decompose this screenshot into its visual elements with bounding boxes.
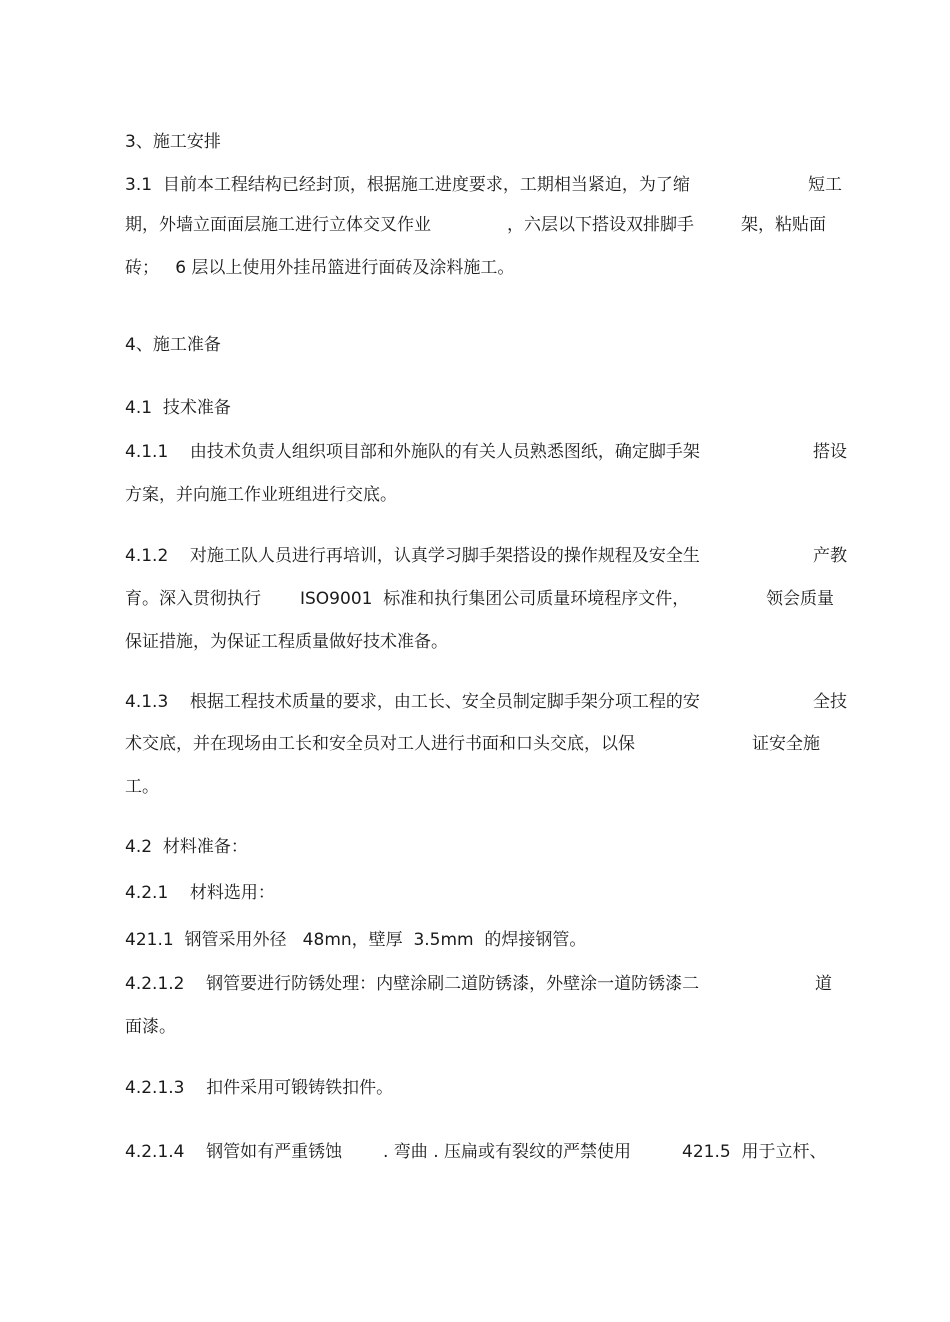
paragraph-4-1-2-line-2-tail: 领会质量	[766, 589, 834, 609]
paragraph-4-1-3-line-1-tail: 全技	[813, 692, 847, 712]
paragraph-4-1-2-line-1-tail: 产教	[813, 546, 847, 566]
paragraph-4-1-2-line-1: 4.1.2 对施工队人员进行再培训，认真学习脚手架搭设的操作规程及安全生	[125, 546, 700, 566]
paragraph-4-1-1-line-1-tail: 搭设	[813, 442, 847, 462]
paragraph-3-1-line-2: 期，外墙立面面层施工进行立体交叉作业	[125, 215, 431, 235]
paragraph-4-1-2-line-2-mid: ISO9001 标准和执行集团公司质量环境程序文件，	[300, 589, 690, 609]
section-4-heading: 4、施工准备	[125, 335, 221, 355]
paragraph-3-1-line-2-tail: 架，粘贴面	[741, 215, 826, 235]
paragraph-4-2-1-1: 421.1 钢管采用外径 48mn，壁厚 3.5mm 的焊接钢管。	[125, 930, 587, 950]
paragraph-4-1-3-line-1: 4.1.3 根据工程技术质量的要求，由工长、安全员制定脚手架分项工程的安	[125, 692, 700, 712]
paragraph-4-2-1-2-line-1: 4.2.1.2 钢管要进行防锈处理：内壁涂刷二道防锈漆，外壁涂一道防锈漆二	[125, 974, 700, 994]
paragraph-3-1-line-1-tail: 短工	[808, 175, 842, 195]
paragraph-4-1-2-line-2: 育。深入贯彻执行	[125, 589, 261, 609]
subsection-4-1-heading: 4.1 技术准备	[125, 398, 231, 418]
subsection-4-2-heading: 4.2 材料准备：	[125, 837, 248, 857]
paragraph-4-2-1-4-part-2: . 弯曲 . 压扁或有裂纹的严禁使用	[383, 1142, 632, 1162]
section-3-heading: 3、施工安排	[125, 132, 221, 152]
paragraph-4-2-1-4-part-3: 421.5 用于立杆、	[682, 1142, 827, 1162]
paragraph-4-2-1-2-line-1-tail: 道	[815, 974, 832, 994]
paragraph-4-1-1-line-2: 方案，并向施工作业班组进行交底。	[125, 485, 397, 505]
paragraph-4-2-1-2-line-2: 面漆。	[125, 1017, 176, 1037]
paragraph-4-1-2-line-3: 保证措施，为保证工程质量做好技术准备。	[125, 632, 448, 652]
paragraph-3-1-line-2-mid: ，六层以下搭设双排脚手	[507, 215, 694, 235]
paragraph-4-2-1-4-part-1: 4.2.1.4 钢管如有严重锈蚀	[125, 1142, 343, 1162]
paragraph-3-1-line-3: 砖； 6 层以上使用外挂吊篮进行面砖及涂料施工。	[125, 258, 515, 278]
paragraph-4-1-3-line-2-tail: 证安全施	[752, 734, 820, 754]
paragraph-4-1-1-line-1: 4.1.1 由技术负责人组织项目部和外施队的有关人员熟悉图纸，确定脚手架	[125, 442, 700, 462]
paragraph-3-1-line-1: 3.1 目前本工程结构已经封顶，根据施工进度要求，工期相当紧迫，为了缩	[125, 175, 690, 195]
paragraph-4-2-1-3: 4.2.1.3 扣件采用可锻铸铁扣件。	[125, 1078, 394, 1098]
paragraph-4-1-3-line-3: 工。	[125, 777, 159, 797]
paragraph-4-1-3-line-2: 术交底，并在现场由工长和安全员对工人进行书面和口头交底，以保	[125, 734, 635, 754]
subsection-4-2-1-heading: 4.2.1 材料选用：	[125, 883, 275, 903]
